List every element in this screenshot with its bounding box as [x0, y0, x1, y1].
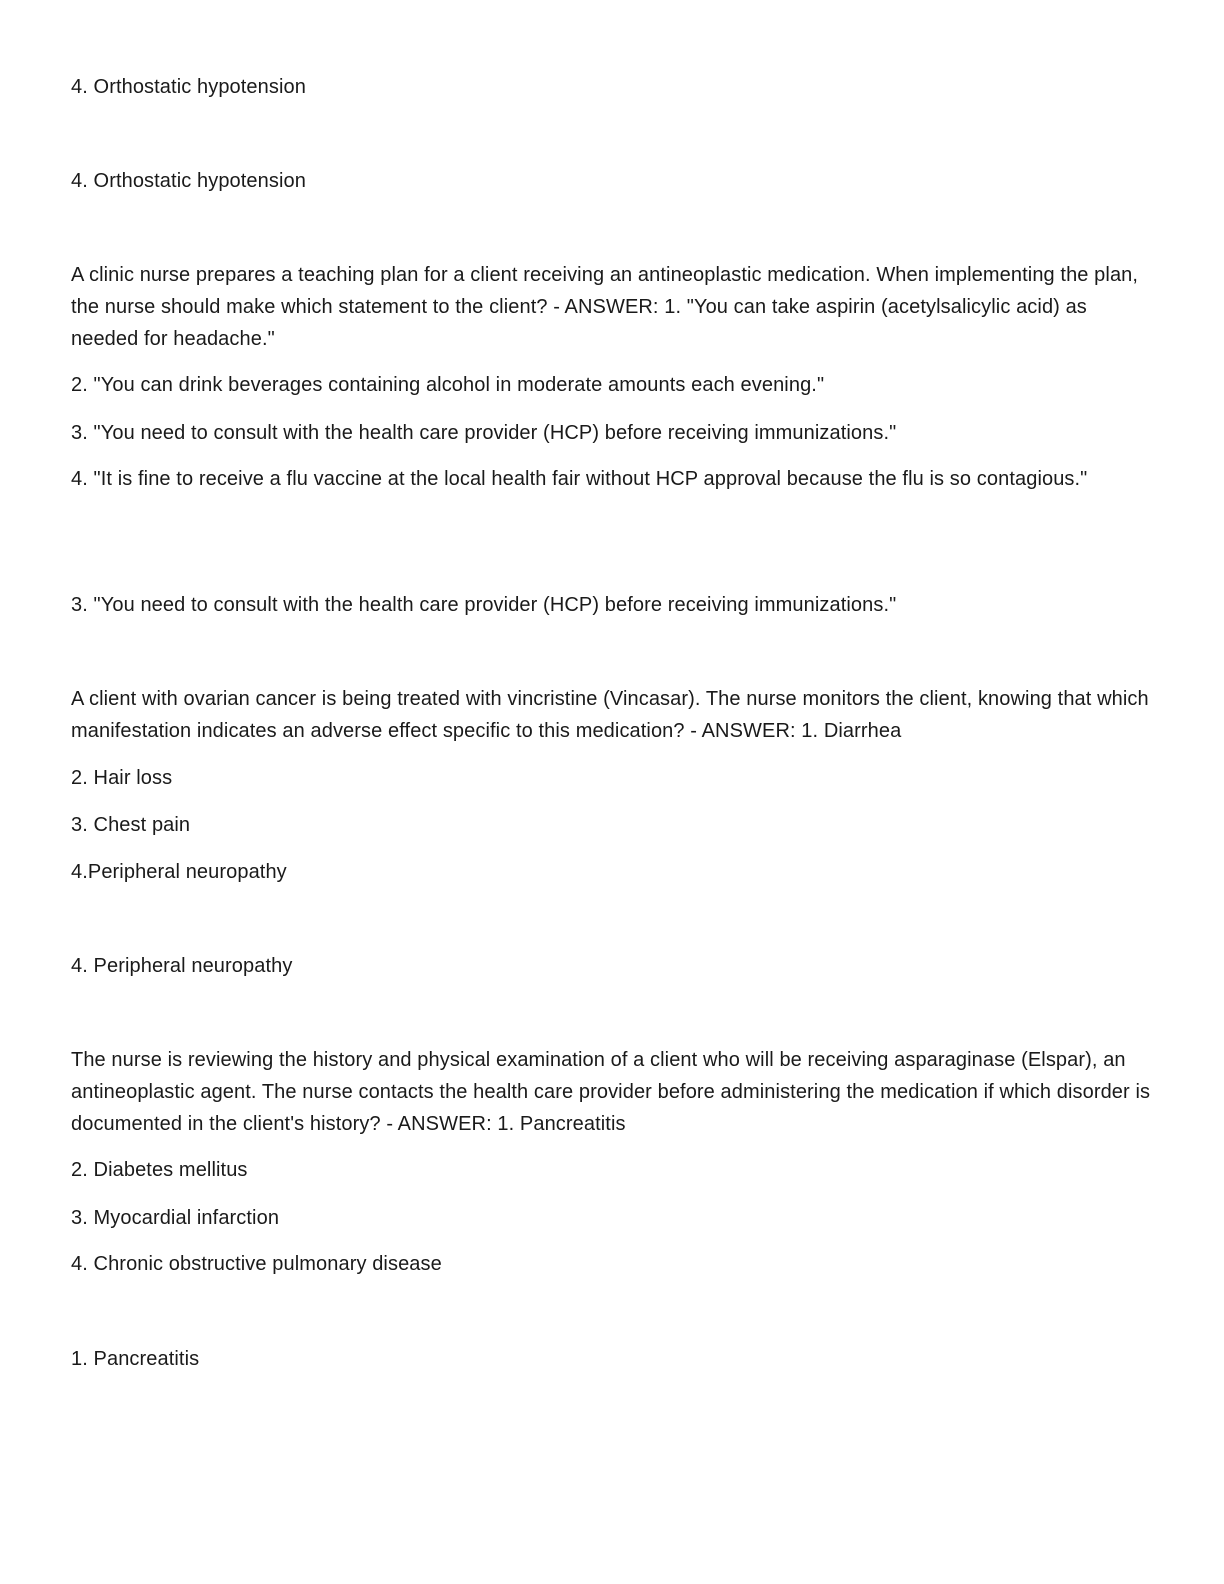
question-1-option-4: 4. "It is fine to receive a flu vaccine at the local health fair without HCP approval because the flu is so contagious." [71, 468, 1088, 490]
previous-answer-line: 4. Orthostatic hypotension [71, 76, 306, 98]
question-1-stem: A clinic nurse prepares a teaching plan for a client receiving an antineoplastic medication. When implementing the plan, the nurse should make which statement to the client? - ANSWER: 1. "You can take aspirin (acetylsalicylic acid) as needed for headache." [71, 264, 1139, 350]
question-1-answer: 3. "You need to consult with the health care provider (HCP) before receiving immunizations." [71, 594, 897, 616]
question-1-option-2: 2. "You can drink beverages containing alcohol in moderate amounts each evening." [71, 374, 825, 396]
question-2-answer: 4. Peripheral neuropathy [71, 955, 293, 977]
question-3-option-2: 2. Diabetes mellitus [71, 1159, 248, 1181]
question-3-option-4: 4. Chronic obstructive pulmonary disease [71, 1253, 442, 1275]
previous-answer-repeat: 4. Orthostatic hypotension [71, 170, 306, 192]
question-2-option-3: 3. Chest pain [71, 814, 191, 836]
question-2-option-4: 4.Peripheral neuropathy [71, 861, 287, 883]
question-3-stem: The nurse is reviewing the history and physical examination of a client who will be receiving asparaginase (Elspar), an antineoplastic agent. The nurse contacts the health care provider before administering the medication if which disorder is documented in the client's history? - ANSWER: 1. Pancreatitis [71, 1049, 1151, 1135]
question-3-option-3: 3. Myocardial infarction [71, 1207, 280, 1229]
question-2-option-2: 2. Hair loss [71, 767, 173, 789]
question-2-stem: A client with ovarian cancer is being treated with vincristine (Vincasar). The nurse monitors the client, knowing that which manifestation indicates an adverse effect specific to this medication? - ANSWER: 1. Diarrhea [71, 688, 1149, 742]
question-1-option-3: 3. "You need to consult with the health care provider (HCP) before receiving immunizations." [71, 422, 897, 444]
question-3-answer: 1. Pancreatitis [71, 1348, 200, 1370]
